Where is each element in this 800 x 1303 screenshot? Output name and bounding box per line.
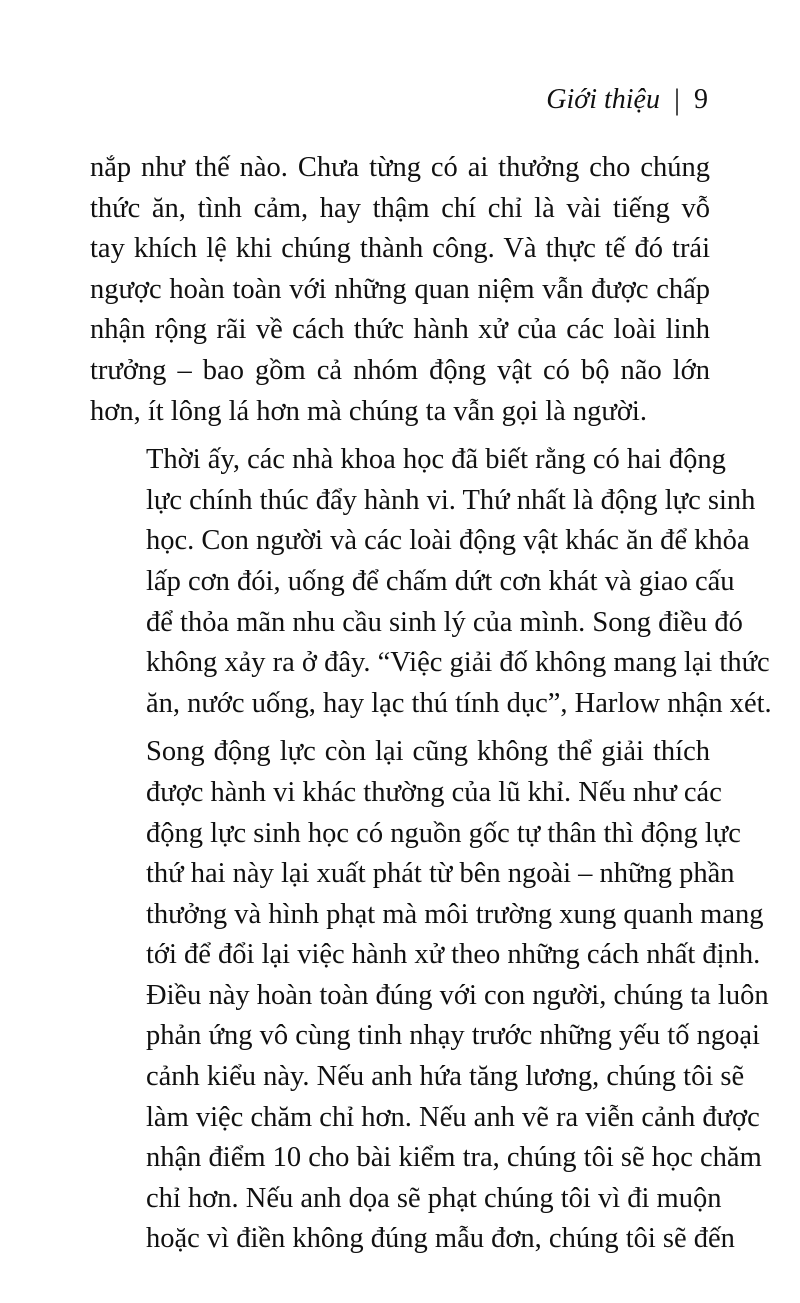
- page-number: 9: [694, 84, 708, 115]
- text-line: thức ăn, tình cảm, hay thậm chí chỉ là vài tiếng vỗ: [90, 192, 710, 224]
- paragraph-1: [90, 148, 710, 432]
- text-line: hoặc vì điền không đúng mẫu đơn, chúng tôi sẽ đến: [146, 1223, 735, 1255]
- text-line: được hành vi khác thường của lũ khỉ. Nếu như các: [146, 776, 722, 808]
- text-line: động lực sinh học có nguồn gốc tự thân thì động lực: [146, 817, 741, 849]
- text-line: nắp như thế nào. Chưa từng có ai thưởng cho chúng: [90, 152, 710, 183]
- text-line: nhận điểm 10 cho bài kiểm tra, chúng tôi sẽ học chăm: [146, 1142, 762, 1174]
- text-line: học. Con người và các loài động vật khác ăn để khỏa: [146, 525, 750, 557]
- paragraph-3: [90, 732, 769, 1260]
- paragraph-2: [90, 440, 772, 724]
- text-line: ăn, nước uống, hay lạc thú tính dục”, Harlow nhận xét.: [146, 687, 772, 719]
- text-line: nhận rộng rãi về cách thức hành xử của các loài linh: [90, 314, 710, 346]
- text-line: hơn, ít lông lá hơn mà chúng ta vẫn gọi là người.: [90, 395, 647, 427]
- header-separator: |: [673, 83, 680, 116]
- text-line: thưởng và hình phạt mà môi trường xung quanh mang: [146, 898, 764, 930]
- text-line: tay khích lệ khi chúng thành công. Và thực tế đó trái: [90, 233, 710, 265]
- text-line: cảnh kiểu này. Nếu anh hứa tăng lương, chúng tôi sẽ: [146, 1061, 745, 1093]
- text-line: chỉ hơn. Nếu anh dọa sẽ phạt chúng tôi vì đi muộn: [146, 1182, 722, 1214]
- text-line: Thời ấy, các nhà khoa học đã biết rằng có hai động: [146, 444, 726, 476]
- running-header: [546, 80, 708, 120]
- text-line: để thỏa mãn nhu cầu sinh lý của mình. Song điều đó: [146, 606, 743, 638]
- text-line: ngược hoàn toàn với những quan niệm vẫn được chấp: [90, 273, 710, 305]
- text-line: thứ hai này lại xuất phát từ bên ngoài – những phần: [146, 858, 735, 890]
- text-line: Điều này hoàn toàn đúng với con người, chúng ta luôn: [146, 979, 769, 1011]
- text-line: tới để đổi lại việc hành xử theo những cách nhất định.: [146, 939, 761, 971]
- text-line: làm việc chăm chỉ hơn. Nếu anh vẽ ra viễn cảnh được: [146, 1101, 760, 1133]
- text-line: Song động lực còn lại cũng không thể giải thích: [146, 736, 710, 768]
- text-line: trưởng – bao gồm cả nhóm động vật có bộ não lớn: [90, 354, 710, 386]
- text-line: không xảy ra ở đây. “Việc giải đố không mang lại thức: [146, 647, 770, 679]
- page-body: [90, 148, 772, 1260]
- text-line: lực chính thúc đẩy hành vi. Thứ nhất là động lực sinh: [146, 484, 756, 516]
- text-line: phản ứng vô cùng tinh nhạy trước những yếu tố ngoại: [146, 1020, 760, 1052]
- chapter-title: Giới thiệu: [546, 84, 660, 115]
- text-line: lấp cơn đói, uống để chấm dứt cơn khát và giao cấu: [146, 565, 735, 597]
